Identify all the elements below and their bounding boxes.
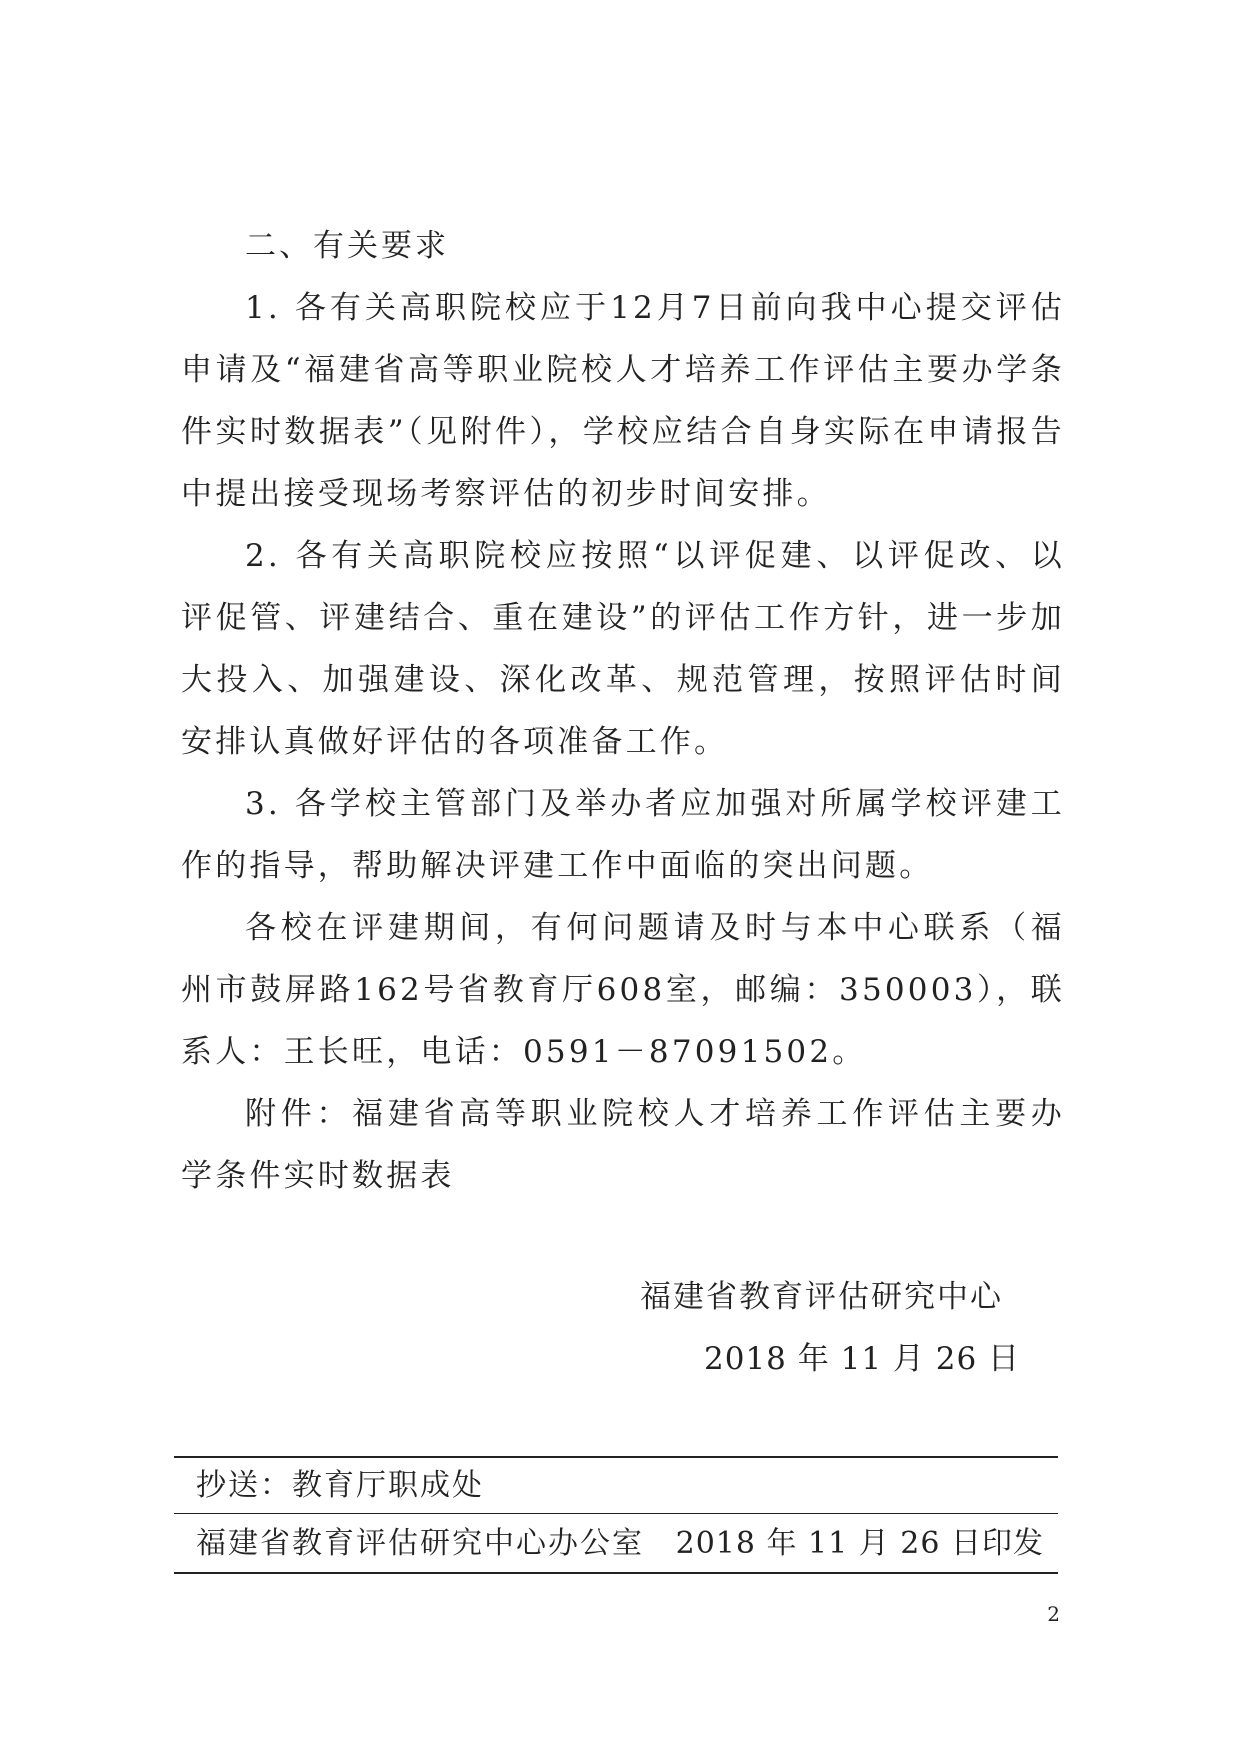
- requirement-item-1: 1. 各有关高职院校应于12月7日前向我中心提交评估申请及“福建省高等职业院校人才培养工作评估主要办学条件实时数据表”（见附件），学校应结合自身实际在申请报告中提出接受现场考察评估的初步时间安排。: [181, 290, 1065, 512]
- document-body: [181, 215, 1065, 1207]
- footer-rule-middle: [174, 1513, 1058, 1514]
- page-number: 2: [1047, 1602, 1060, 1626]
- requirement-item-3: 3. 各学校主管部门及举办者应加强对所属学校评建工作的指导，帮助解决评建工作中面临的突出问题。: [181, 786, 1065, 884]
- footer-rule-bottom: [174, 1572, 1058, 1574]
- issue-date: 2018 年 11 月 26 日印发: [675, 1526, 1044, 1561]
- signature-date: 2018 年 11 月 26 日: [704, 1341, 1021, 1377]
- contact-paragraph: 各校在评建期间，有何问题请及时与本中心联系（福州市鼓屏路162号省教育厅608室，邮编：350003），联系人：王长旺，电话：0591－87091502。: [181, 910, 1065, 1070]
- requirement-item-2: 2. 各有关高职院校应按照“以评促建、以评促改、以评促管、评建结合、重在建设”的评估工作方针，进一步加大投入、加强建设、深化改革、规范管理，按照评估时间安排认真做好评估的各项准备工作。: [181, 538, 1065, 760]
- attachment-note: 附件：福建省高等职业院校人才培养工作评估主要办学条件实时数据表: [181, 1096, 1065, 1194]
- footer-rule-top: [174, 1456, 1058, 1458]
- signature-organization: 福建省教育评估研究中心: [640, 1279, 1003, 1315]
- issuer-office: 福建省教育评估研究中心办公室: [196, 1526, 644, 1561]
- section-heading: 二、有关要求: [245, 228, 449, 264]
- cc-line: 抄送：教育厅职成处: [196, 1468, 484, 1503]
